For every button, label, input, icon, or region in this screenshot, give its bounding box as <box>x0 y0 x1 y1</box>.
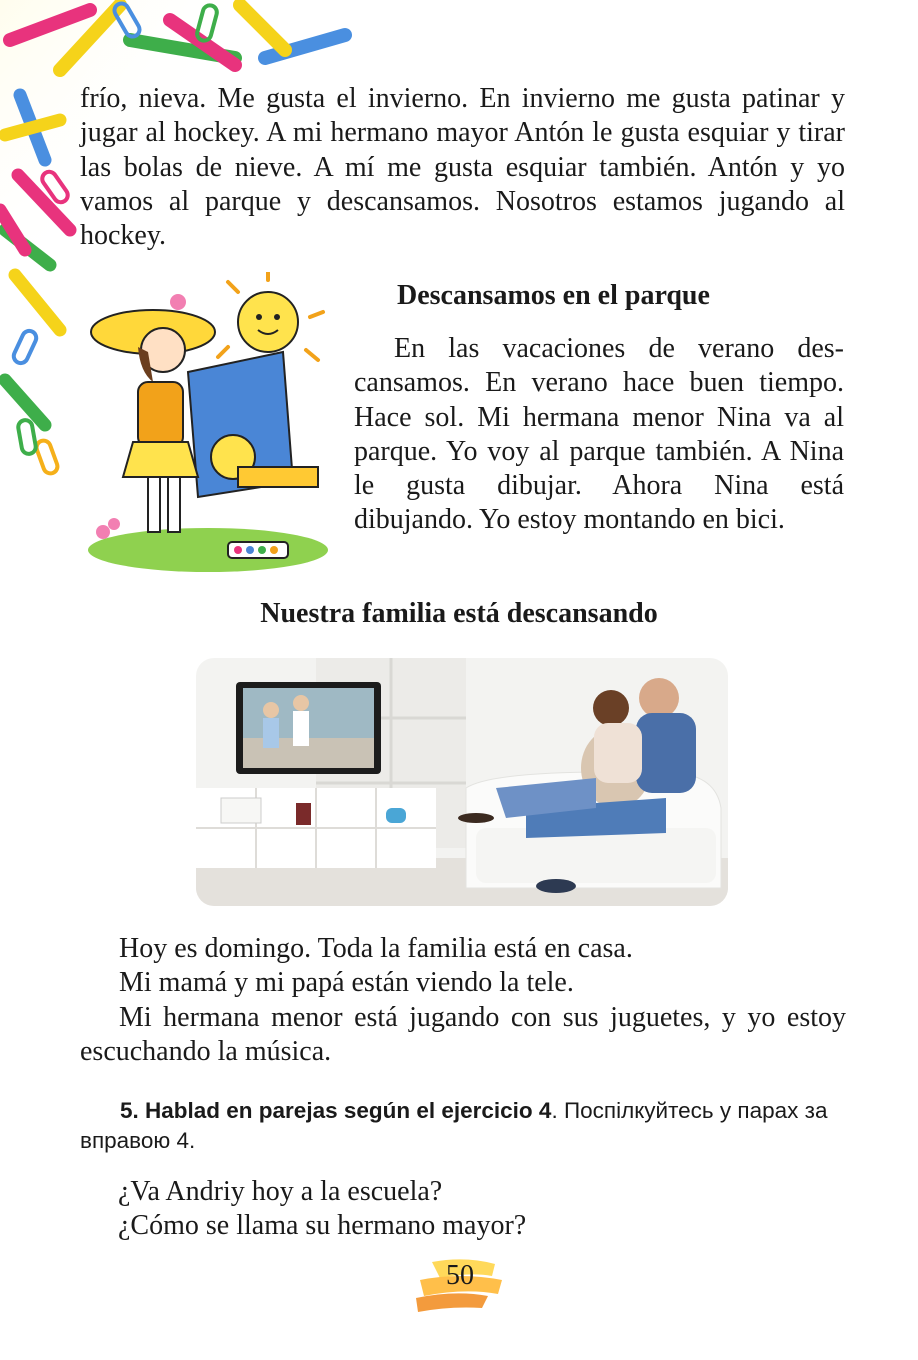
exercise-title: 5. Hablad en parejas según el ejercicio 4 <box>120 1098 552 1123</box>
exercise-5-instruction <box>80 1096 846 1156</box>
question-1: ¿Va Andriy hoy a la escuela? <box>118 1176 443 1207</box>
section-title-family: Nuestra familia está descansando <box>260 598 658 629</box>
page-number: 50 <box>446 1260 474 1291</box>
park-paragraph: En las vacaciones de verano descansamos. En verano hace buen tiempo. Hace sol. Mi hermana menor Nina va al parque. Yo voy al parque también. A Nina le gusta dibujar. Ahora Nina está dibujando. Yo estoy montando en bici. <box>354 333 844 536</box>
section-title-park: Descansamos en el parque <box>397 280 710 311</box>
page-number-badge <box>410 1254 510 1316</box>
question-2: ¿Cómo se llama su hermano mayor? <box>118 1210 527 1241</box>
family-line-2: Mi mamá y mi papá están viendo la tele. <box>119 967 574 999</box>
family-watching-tv-photo <box>196 658 728 906</box>
intro-paragraph: frío, nieva. Me gusta el invierno. En invierno me gusta patinar y jugar al hockey. A mi hermano mayor Antón le gusta esquiar y tirar las bolas de nieve. A mí me gusta esquiar también. Antón y yo vamos al parque y descansamos. Nosotros estamos jugando al hockey. <box>80 83 845 252</box>
family-line-1: Hoy es domingo. Toda la familia está en casa. <box>119 933 633 964</box>
exercise-instruction-text: . Поспілкуйтесь у парах за вправою 4. <box>80 1098 828 1153</box>
family-paragraph <box>80 932 846 1069</box>
family-line-3: Mi hermana menor está jugando con sus juguetes, y yo estoy escuchando la música. <box>80 1001 846 1067</box>
girl-painting-illustration <box>78 272 338 577</box>
question-list <box>118 1175 526 1243</box>
